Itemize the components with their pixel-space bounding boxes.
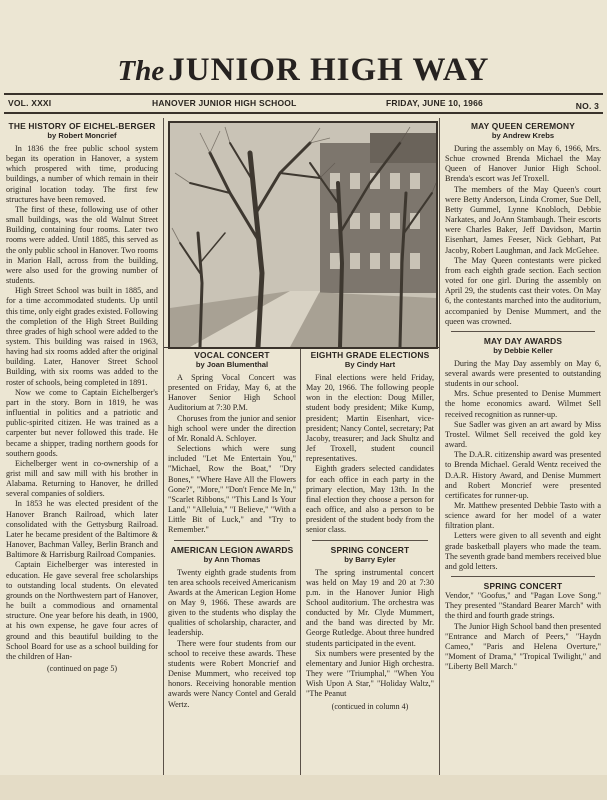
photo-illustration <box>170 123 436 347</box>
masthead-title: JUNIOR HIGH WAY <box>168 52 490 88</box>
elections-byline: By Cindy Hart <box>344 360 396 369</box>
elections-headline: EIGHTH GRADE ELECTIONS <box>310 350 430 360</box>
info-line <box>8 98 599 110</box>
legion-paragraph: Twenty eighth grade students from ten area schools received Americanism Awards at the American Legion Home on May 9, 1966. These awards are given to the students who display the qualities of scholarship, character, and leadership. <box>168 567 296 638</box>
column-divider-3 <box>439 118 440 778</box>
springcont-paragraph: Vendor," "Goofus," and "Pagan Love Song." They presented "Standard Bearer March" with the third and fourth grade strings. <box>445 591 601 621</box>
legion-paragraph: There were four students from our school to receive these awards. These students were Robert Moncrief and Denise Mummert, who received top honors. Receiving honorable mention awards were Nancy Contel and Gerald Wertz. <box>168 638 296 709</box>
springcont-headline: SPRING CONCERT <box>483 581 563 592</box>
article-divider <box>312 540 428 541</box>
mayday-paragraph: The D.A.R. citizenship award was presented to Brenda Michael. Gerald Wentz received the D.A.R. History Award, and Denise Mummert and Robert Moncrief were presented certificates for runner-up. <box>445 450 601 500</box>
issue-number: NO. 3 <box>575 101 599 111</box>
masthead-rule-top <box>4 93 603 95</box>
mayday-byline: by Debbie Keller <box>493 345 553 355</box>
legion-byline: by Ann Thomas <box>203 554 261 564</box>
column-2 <box>168 350 296 780</box>
volume-label: VOL. XXXI <box>8 98 52 108</box>
history-paragraph: Now we come to Captain Eichelberger's part in the story. Born in 1819, he was influential in politics and a patriotic and public-spirited citizen. He was trained as a carpenter but never followed this trade. He became a shipper, trading northern goods for southern goods. <box>6 387 158 458</box>
mayday-headline: MAY DAY AWARDS <box>483 335 563 346</box>
legion-headline: AMERICAN LEGION AWARDS <box>170 544 294 555</box>
column-3 <box>306 350 434 780</box>
vocal-paragraph: Choruses from the junior and senior high school were under the direction of Mr. Ronald A. Schloyer. <box>168 413 296 443</box>
masthead-the: The <box>117 55 165 87</box>
mayday-paragraph: During the May Day assembly on May 6, several awards were presented to outstanding students in our school. <box>445 358 601 389</box>
school-name: HANOVER JUNIOR HIGH SCHOOL <box>152 98 297 108</box>
mayday-paragraph: Mrs. Schue presented to Denise Mummert the home economics award. Wilmet Sell received recognition as runner-up. <box>445 389 601 419</box>
mayday-paragraph: Sue Sadler was given an art award by Miss Trostel. Wilmet Sell received the gold key award. <box>445 419 601 450</box>
article-divider <box>451 576 595 577</box>
spring-headline: SPRING CONCERT <box>330 544 410 555</box>
vocal-paragraph: Selections which were sung included "Let Me Entertain You," "Michael, Row the Boat," "Dry Bones," "Where Have All the Flowers Gone?", "More," "Don't Fence Me In," "Scarlet Ribbons," "This Land Is Your Land," "Alleluia," "I Believe," "With a Little Bit of Luck," and "Try to Remember." <box>168 444 296 535</box>
masthead <box>0 52 607 89</box>
history-paragraph: The first of these, following use of other small buildings, was the old Walnut Street Building, containing four rooms. Later two rooms were added. Until 1885, this served as the only public school in Hanover. Two rooms in Marion Hall, across from the building, were also used for the growing number of students. <box>6 204 158 286</box>
spring-byline: by Barry Eyler <box>344 554 396 564</box>
mayqueen-paragraph: During the assembly on May 6, 1966, Mrs. Schue crowned Brenda Michael the May Queen of Hanover Junior High School. Brenda's escort was Jef Troxell. <box>445 144 601 184</box>
column-4 <box>445 121 601 789</box>
history-paragraph: In 1853 he was elected president of the Hanover Branch Railroad, which later consolidated with the Gettysburg Railroad. Later he became president of the Baltimore & Hanover, Bachman Valley, Berlin Branch and Baltimore & Harrisburg Railroad Companies. <box>6 499 158 560</box>
page-bottom-edge <box>0 775 607 800</box>
mayqueen-paragraph: The members of the May Queen's court were Betty Anderson, Linda Cromer, Sue Dell, Betty Gummel, Lynne Knobloch, Debbie Narkates, and JoAnn Stambaugh. Their escorts were Charles Baker, Jeff Davidson, Martin Eisenhart, James Feeser, Nick Gebhart, Pat Jacoby, Robert Laughman, and Jack McGehee. <box>445 184 601 255</box>
vocal-headline: VOCAL CONCERT <box>194 350 270 360</box>
mayqueen-byline: by Andrew Krebs <box>491 131 555 140</box>
vocal-byline: by Joan Blumenthal <box>195 360 269 369</box>
history-paragraph: High Street School was built in 1885, and for a time accommodated students. Up until this time, only eight grades existed. Following the completion of the High Street Building three grades of high school were added to the system. This building was raised in 1963, having had six rooms added after the original building. Later, Hanover Street School Building, with six rooms was added to the roster of schools, being completed in 1891. <box>6 286 158 387</box>
history-continued: (continued on page 5) <box>47 663 117 673</box>
history-byline: by Robert Moncrief <box>47 131 117 140</box>
vocal-paragraph: A Spring Vocal Concert was presented on Friday, May 6, at the Hanover Senior High School Auditorium at 7:30 P.M. <box>168 373 296 413</box>
elections-paragraph: Eighth graders selected candidates for each office in each party in the primary election, May 13th. In the final election they choose a person for each office, and also a person to be president of the student body from the senior class. <box>306 464 434 535</box>
column-divider-2 <box>300 348 301 778</box>
history-paragraph: Captain Eichelberger was interested in education. He gave several free scholarships to outstanding local students. On elevated grounds on the Northwestern part of Hanover, he built a commodious and ornamental structure. One year before his death, in 1900, at his own expense, he gave four acres of ground and this beautiful building to the School Board for use as a school building for the children of Han- <box>6 560 158 661</box>
spring-paragraph: Six numbers were presented by the elementary and Junior High orchestra. They were "Triumphal," "When You Wish Upon A Star," "Holiday Waltz," "The Peanut <box>306 648 434 699</box>
spring-continued: (conticued in column 4) <box>331 701 409 711</box>
history-paragraph: In 1836 the free public school system began its operation in Hanover, a system which prospered with time, producing buildings, a number of which remain in their original location today. The first few structures have been removed. <box>6 144 158 204</box>
column-divider-1 <box>163 118 164 778</box>
school-building-photo <box>168 121 438 349</box>
mayqueen-headline: MAY QUEEN CEREMONY <box>470 121 576 131</box>
springcont-paragraph: The Junior High School band then presented "Entrance and March of Peers," "Haydn Cameo," "Paris and Helena Overture," "Moment of Drama," "Tropical Twilight," and "Liberty Bell March." <box>445 621 601 672</box>
mayday-paragraph: Letters were given to all seventh and eight grade basketball players who made the team. The seventh grade band members received blue and gold letters. <box>445 531 601 571</box>
spring-paragraph: The spring instrumental concert was held on May 19 and 20 at 7:30 p.m. in the Hanover Junior High School auditorium. The orchestra was conducted by Mr. Clyde Mummert, and the band was directed by Mr. George Rutledge. About three hundred students participated in the event. <box>306 567 434 648</box>
elections-paragraph: Final elections were held Friday, May 20, 1966. The following people won in the election: Doug Miller, student body president; Mike Kump, president; Martin Eisenhart, vice-president; Nancy Contel, secretary; Pat Jacoby, treasurer; and Jack Shultz and Jef Troxell, student council representatives. <box>306 373 434 464</box>
history-paragraph: Eichelberger went in co-ownership of a grist mill and saw mill with his brother in Alabama. Returning to Hanover, he drilled several companies of soldiers. <box>6 458 158 499</box>
mayqueen-paragraph: The May Queen contestants were picked from each eighth grade section. Each section voted for one girl. During the assembly on April 29, the students cast their votes. On May 6, the contestants marched into the auditorium, accompanied by Denise Mummert, and the queen was crowned. <box>445 255 601 326</box>
mayday-paragraph: Mr. Matthew presented Debbie Tasto with a science award for her model of a water filtration plant. <box>445 501 601 531</box>
history-article <box>6 121 158 789</box>
issue-date: FRIDAY, JUNE 10, 1966 <box>386 98 483 108</box>
article-divider <box>174 540 290 541</box>
masthead-rule-bottom <box>4 112 603 114</box>
article-divider <box>451 331 595 332</box>
history-headline: THE HISTORY OF EICHEL-BERGER <box>8 121 156 131</box>
